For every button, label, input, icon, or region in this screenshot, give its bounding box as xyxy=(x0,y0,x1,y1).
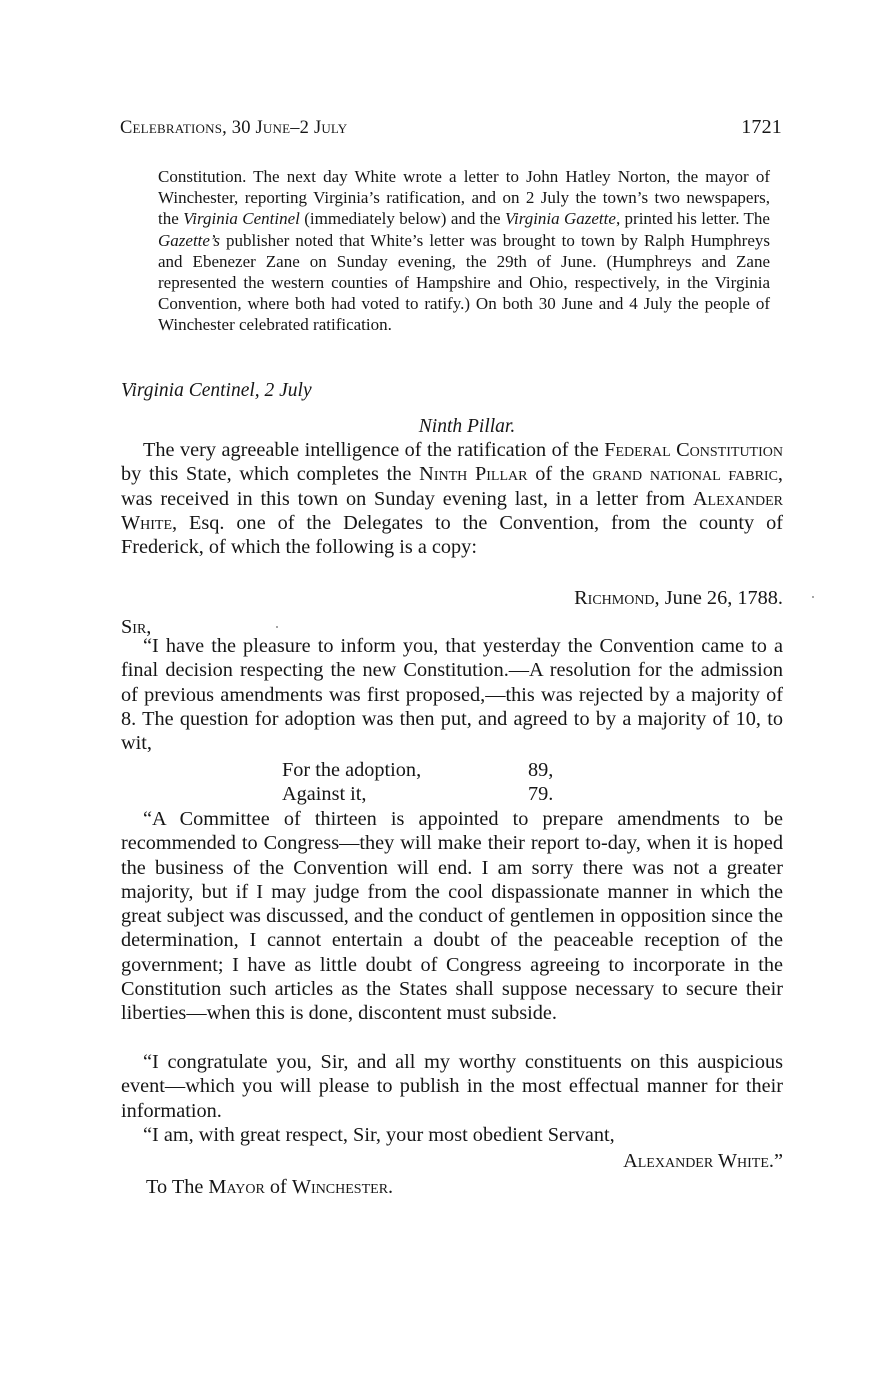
signature: Alexander White.” xyxy=(623,1150,783,1172)
address-text: of xyxy=(264,1176,292,1198)
address-text: . xyxy=(388,1176,394,1198)
running-head-title: Celebrations, 30 June–2 July xyxy=(120,118,348,138)
salutation-text: Sir, xyxy=(121,616,152,638)
vote-count: 89, xyxy=(528,759,554,781)
paper-speck xyxy=(812,596,814,598)
vote-row-for xyxy=(282,759,553,782)
headnote-text: (immediately below) and the xyxy=(299,209,505,229)
vote-label: Against it, xyxy=(282,783,367,805)
headnote-text: publisher noted that White’s letter was brought to town by Ralph Humphreys and Ebenezer Zane on Sunday evening, the 29th of June. (Humphreys and Zane represented the western counties of Hampshire and Ohio, respectively, in the Virginia Convention, where both had voted to ratify.) On both 30 June and 4 July the people of Winchester celebrated ratification. xyxy=(158,230,770,335)
small-caps-term: Ninth Pillar xyxy=(419,463,528,486)
small-caps-term: Alexander White xyxy=(121,487,783,534)
newspaper-title: Virginia Centinel xyxy=(183,209,300,229)
intro-text: by this State, which completes the xyxy=(121,463,420,486)
small-caps-term: Federal Constitution xyxy=(604,439,783,461)
address-title: Mayor xyxy=(208,1176,265,1198)
headnote-text: , printed his letter. The xyxy=(615,209,770,229)
intro-text: of the xyxy=(527,463,593,486)
intro-text: , Esq. one of the Delegates to the Convention, from the county of Frederick, of which the following is a copy: xyxy=(121,511,783,559)
newspaper-title: Gazette’s xyxy=(158,230,221,250)
letter-paragraph: “I have the pleasure to inform you, that yesterday the Convention came to a final decision respecting the new Constitution.—A resolution for the admission of previous amendments was first proposed,—this was rejected by a majority of 8. The question for adoption was then put, and agreed to by a majority of 10, to wit, xyxy=(121,635,783,755)
paper-speck xyxy=(276,626,278,628)
intro-paragraph xyxy=(121,438,783,559)
headnote-paragraph xyxy=(158,166,770,336)
vote-row-against xyxy=(282,783,553,806)
source-line: Virginia Centinel, 2 July xyxy=(121,380,312,401)
letter-paragraph: “I congratulate you, Sir, and all my worthy constituents on this auspicious event—which you will please to publish in the most effectual manner for their information. xyxy=(121,1051,783,1122)
letter-block-2 xyxy=(121,807,783,1026)
vote-label: For the adoption, xyxy=(282,759,422,781)
address-line xyxy=(146,1176,393,1199)
address-town: Winchester xyxy=(291,1176,389,1198)
page-number: 1721 xyxy=(741,116,782,138)
intro-text: , was received in this town on Sunday evening last, in a letter from xyxy=(121,463,783,510)
letter-block-1 xyxy=(121,634,783,755)
document-title: Ninth Pillar. xyxy=(418,416,516,437)
address-text: To The xyxy=(146,1176,209,1198)
editorial-headnote xyxy=(158,166,770,336)
intro-block xyxy=(121,438,783,559)
intro-text: The very agreeable intelligence of the ratification of the xyxy=(143,439,605,461)
headnote-text: Constitution. The next day White wrote a letter to John Hatley Norton, the mayor of Winchester, reporting Virginia’s ratification, and on 2 July the town’s two newspapers, the xyxy=(158,167,770,229)
dateline-place: Richmond xyxy=(574,587,655,609)
vote-count: 79. xyxy=(528,783,554,805)
letter-paragraph: “A Committee of thirteen is appointed to prepare amendments to be recommended to Congress—they will make their report to-day, when it is hoped the business of the Convention will end. I am sorry there was not a greater majority, but if I may judge from the cool dispassionate manner in which the great subject was discussed, and the conduct of gentlemen in opposition since the determination, I cannot entertain a doubt of the peaceable reception of the government; I have as little doubt of Congress agreeing to incorporate in the Constitution such articles as the States shall suppose necessary to secure their liberties—when this is done, discontent must subside. xyxy=(121,808,783,1025)
running-head xyxy=(120,118,782,148)
dateline xyxy=(574,587,783,610)
dateline-date: , June 26, 1788. xyxy=(654,587,783,609)
letter-block-3 xyxy=(121,1050,783,1123)
newspaper-title: Virginia Gazette xyxy=(504,209,616,229)
closing-line: “I am, with great respect, Sir, your most obedient Servant, xyxy=(143,1124,615,1146)
small-caps-term: grand national fabric xyxy=(592,463,778,486)
